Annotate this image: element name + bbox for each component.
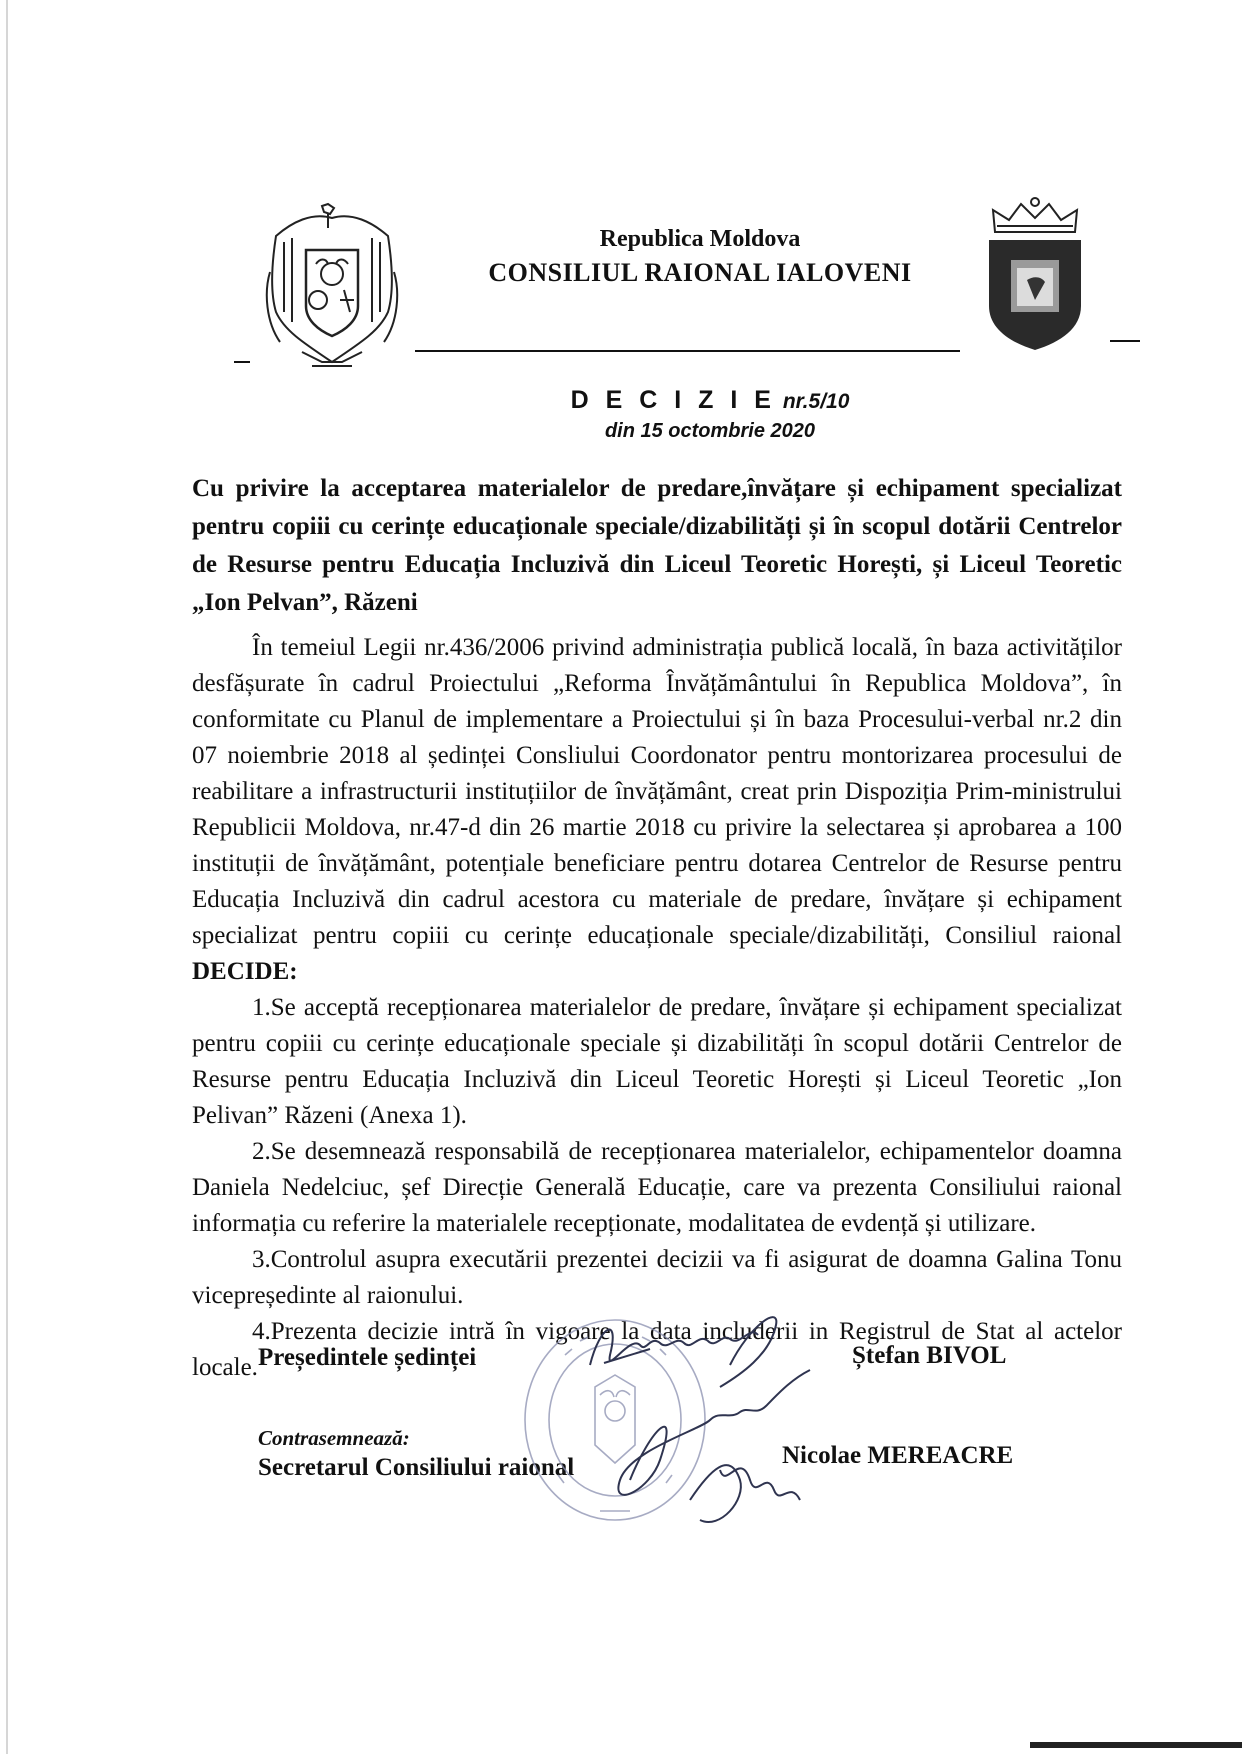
header-dash-left xyxy=(234,361,250,363)
decision-subject: Cu privire la acceptarea materialelor de predare,învățare și echipament specializat pentru copiii cu cerințe educaționale speciale/dizabilități și în scopul dotării Centrelor de Resurse pentru Educația Incluzivă din Liceul Teoretic Horești, și Liceul Teoretic „Ion Pelvan”, Răzeni xyxy=(192,475,1122,616)
ialoveni-coat-of-arms-icon xyxy=(975,196,1095,352)
chair-name: Ștefan BIVOL xyxy=(852,1342,1007,1369)
decision-number: nr.5/10 xyxy=(782,390,850,413)
scan-edge-left xyxy=(6,0,8,1754)
preamble-text: În temeiul Legii nr.436/2006 privind administrația publică locală, în baza activităților desfășurate în cadrul Proiectului „Reforma Învățământului în Republica Moldova”, în conformitate cu Planul de implementare a Proiectului și în baza Procesului-verbal nr.2 din 07 noiembrie 2018 al ședinței Consliului Coordonator pentru montorizarea procesului de reabilitare a infrastructurii instituțiilor de învățământ, creat prin Dispoziția Prim-ministrului Republicii Moldova, nr.47-d din 26 martie 2018 cu privire la selectarea și aprobarea a 100 instituții de învățământ, potențiale beneficiare pentru dotarea Centrelor de Resurse pentru Educația Incluzivă din cadrul acestora cu materiale de predare, învățare și echipament specializat pentru copiii cu cerințe educaționale speciale/dizabilități, Consiliul raional xyxy=(192,634,1122,949)
decision-title xyxy=(560,386,860,415)
countersign-label: Contrasemnează: xyxy=(258,1426,410,1450)
decision-item-3: 3.Controlul asupra executării prezentei decizii va fi asigurat de doamna Galina Tonu vicepreședinte al raionului. xyxy=(192,1246,1122,1309)
decision-item-1: 1.Se acceptă recepționarea materialelor de predare, învățare și echipament specializat pentru copiii cu cerințe educaționale speciale și dizabilități în scopul dotării Centrelor de Resurse pentru Educația Incluzivă din Liceul Teoretic Horești și Liceul Teoretic „Ion Pelivan” Răzeni (Anexa 1). xyxy=(192,994,1122,1129)
scan-edge-bottom xyxy=(1030,1742,1242,1748)
header-council-name: CONSILIUL RAIONAL IALOVENI xyxy=(488,258,912,287)
decision-item-4: 4.Prezenta decizie intră în vigoare la data includerii in Registrul de Stat al actelor locale. xyxy=(192,1318,1122,1381)
decision-date: din 15 octombrie 2020 xyxy=(604,420,816,442)
preamble-paragraph xyxy=(192,630,1122,990)
header-country: Republica Moldova xyxy=(599,226,801,252)
decide-keyword: DECIDE: xyxy=(192,958,298,985)
decision-body xyxy=(192,630,1122,1386)
secretary-name: Nicolae MEREACRE xyxy=(782,1442,1014,1469)
secretary-title: Secretarul Consiliului raional xyxy=(258,1454,575,1481)
chair-title: Președintele ședinței xyxy=(258,1344,477,1371)
header-divider xyxy=(415,350,960,352)
moldova-coat-of-arms-icon xyxy=(262,202,402,374)
header-dash-right xyxy=(1110,340,1140,342)
decision-word: D E C I Z I E xyxy=(570,386,776,414)
secretary-signature-icon xyxy=(590,1360,850,1535)
decision-item-2: 2.Se desemnează responsabilă de recepționarea materialelor, echipamentelor doamna Daniela Nedelciuc, șef Direcție Generală Educație, care va prezenta Consiliului raional informația cu referire la materialele recepționate, modalitatea de evdență și utilizare. xyxy=(192,1138,1122,1237)
